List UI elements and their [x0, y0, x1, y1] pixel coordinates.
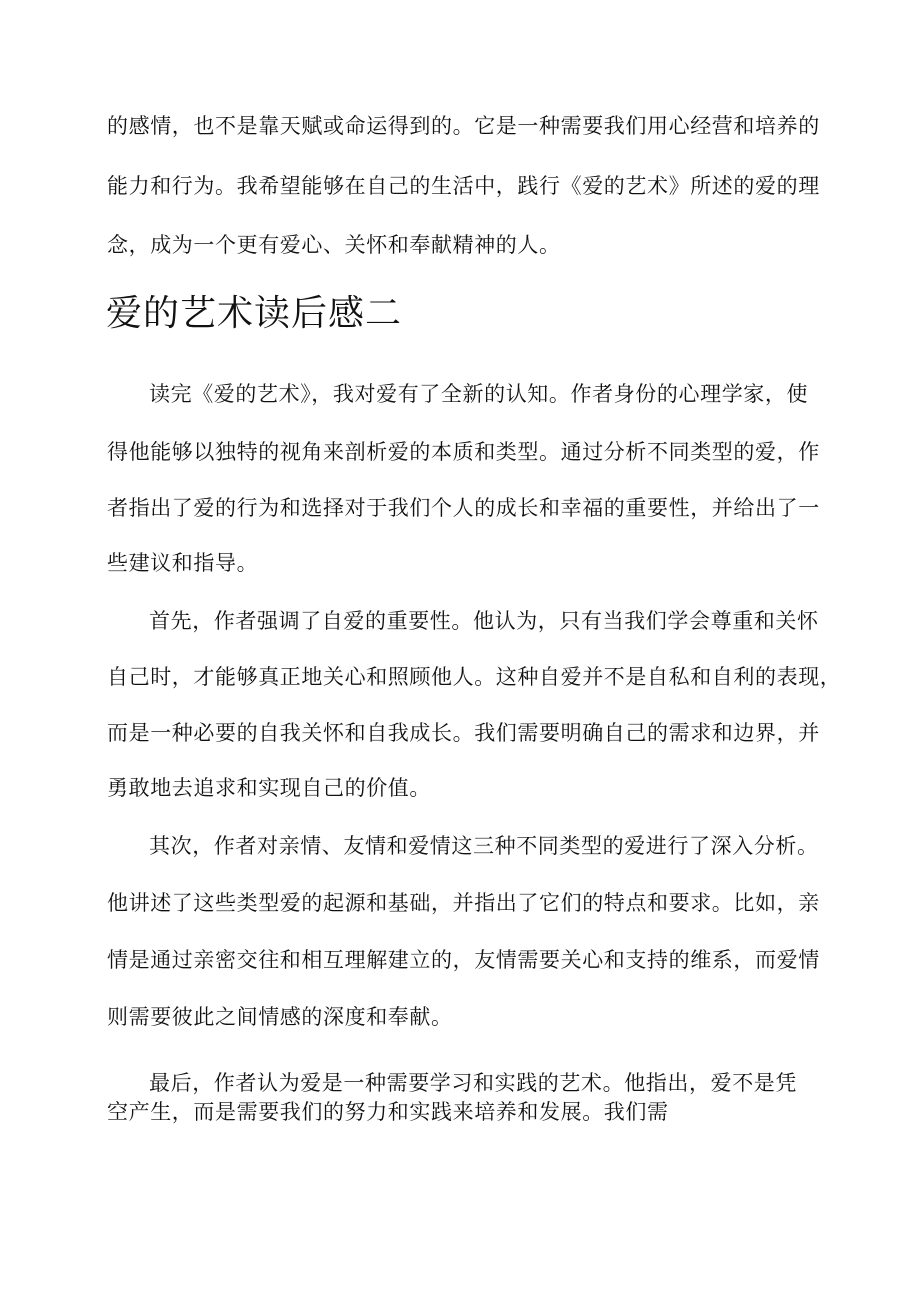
paragraph-4-line-1: 最后，作者认为爱是一种需要学习和实践的艺术。他指出，爱不是凭	[149, 1071, 797, 1095]
paragraph-2-line-2: 自己时，才能够真正地关心和照顾他人。这种自爱并不是自私和自利的表现，	[107, 665, 842, 689]
paragraph-1-line-4: 些建议和指导。	[107, 551, 259, 575]
paragraph-1-line-2: 得他能够以独特的视角来剖析爱的本质和类型。通过分析不同类型的爱，作	[107, 440, 820, 464]
paragraph-2-line-4: 勇敢地去追求和实现自己的价值。	[107, 776, 431, 800]
intro-line-2: 能力和行为。我希望能够在自己的生活中，践行《爱的艺术》所述的爱的理	[107, 174, 820, 198]
paragraph-3-line-4: 则需要彼此之间情感的深度和奉献。	[107, 1005, 453, 1029]
intro-line-3: 念，成为一个更有爱心、关怀和奉献精神的人。	[107, 233, 561, 257]
paragraph-3-line-2: 他讲述了这些类型爱的起源和基础，并指出了它们的特点和要求。比如，亲	[107, 891, 820, 915]
intro-line-1: 的感情，也不是靠天赋或命运得到的。它是一种需要我们用心经营和培养的	[107, 114, 820, 138]
paragraph-1-line-3: 者指出了爱的行为和选择对于我们个人的成长和幸福的重要性，并给出了一	[107, 496, 820, 520]
paragraph-2-line-1: 首先，作者强调了自爱的重要性。他认为，只有当我们学会尊重和关怀	[149, 609, 819, 633]
paragraph-3-line-3: 情是通过亲密交往和相互理解建立的，友情需要关心和支持的维系，而爱情	[107, 948, 820, 972]
paragraph-1-line-1: 读完《爱的艺术》，我对爱有了全新的认知。作者身份的心理学家，使	[149, 382, 809, 406]
paragraph-3-line-1: 其次，作者对亲情、友情和爱情这三种不同类型的爱进行了深入分析。	[149, 834, 819, 858]
paragraph-2-line-3: 而是一种必要的自我关怀和自我成长。我们需要明确自己的需求和边界，并	[107, 721, 820, 745]
section-heading: 爱的艺术读后感二	[106, 293, 403, 334]
paragraph-4-line-2: 空产生，而是需要我们的努力和实践来培养和发展。我们需	[107, 1100, 669, 1124]
